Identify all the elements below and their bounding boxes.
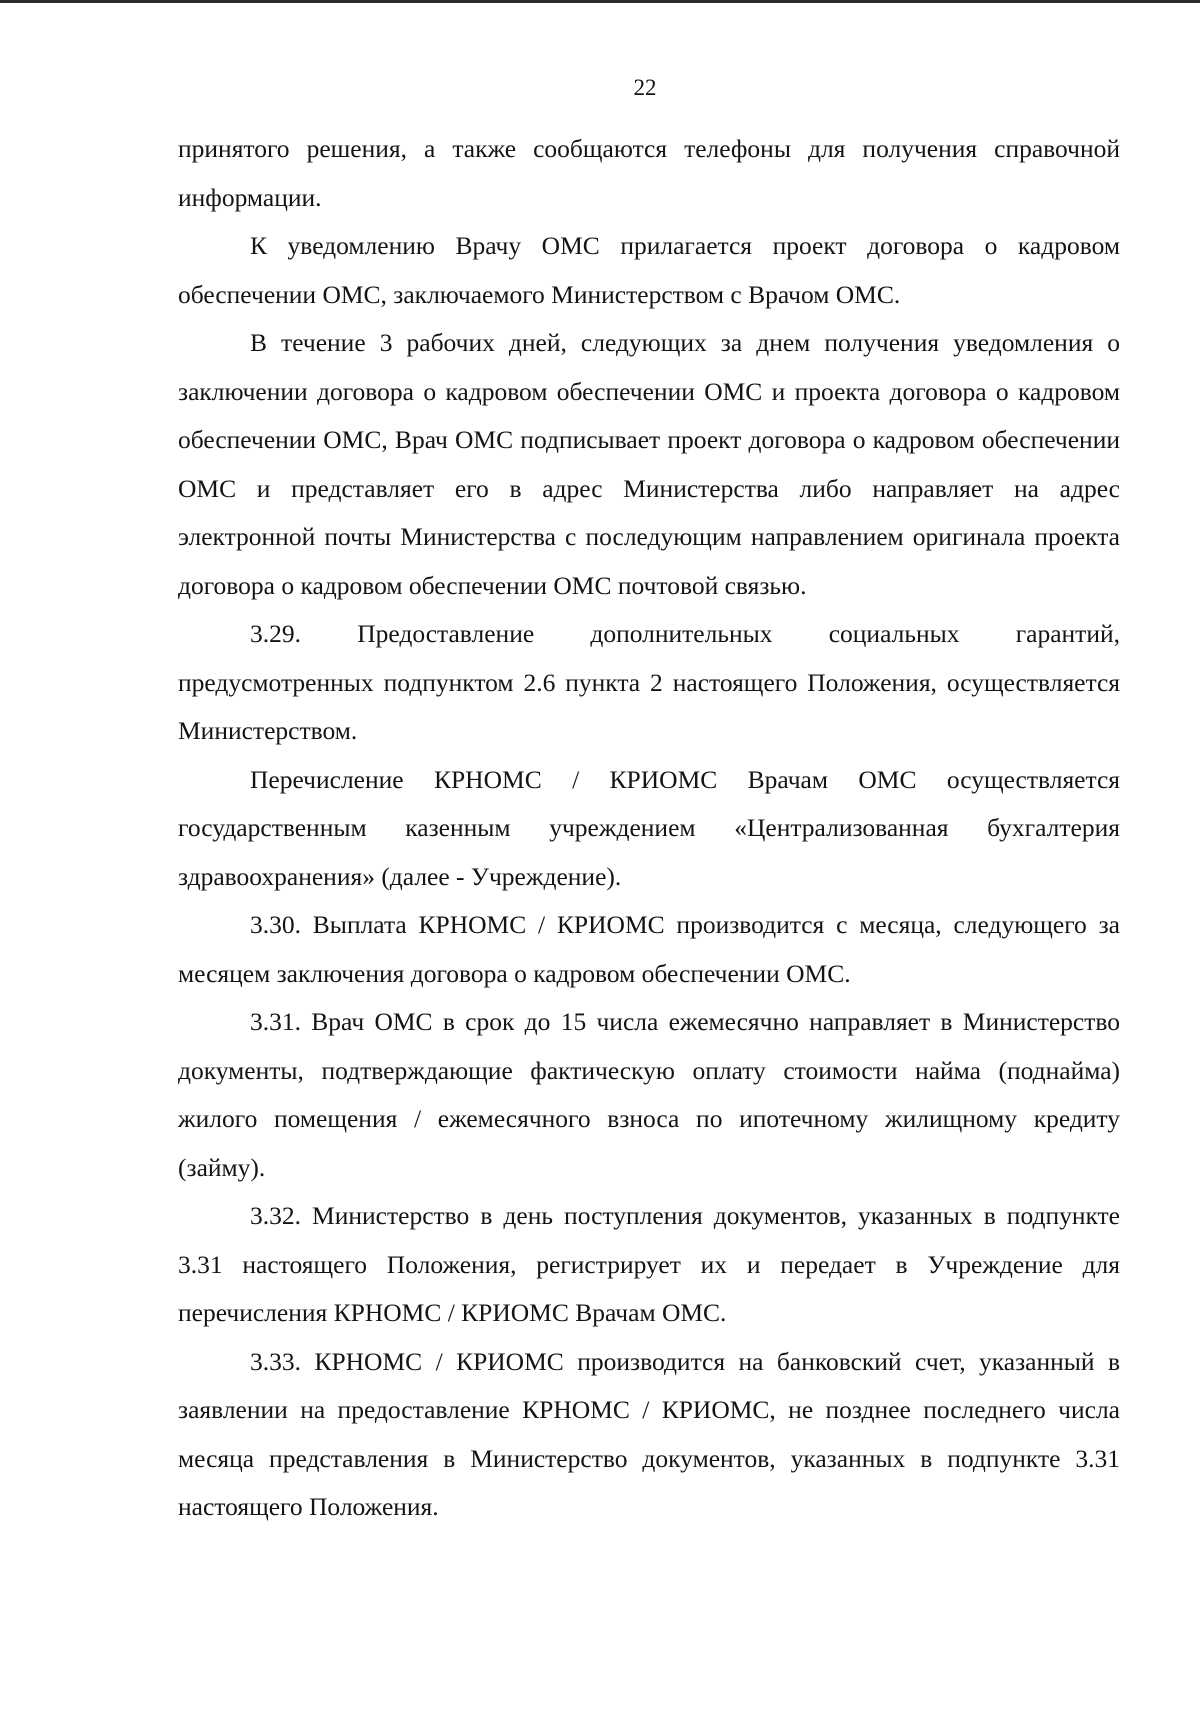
paragraph-3-33: 3.33. КРНОМС / КРИОМС производится на банковский счет, указанный в заявлении на предоставление КРНОМС / КРИОМС, не позднее последнего числа месяца представления в Министерство документов, указанных в подпункте 3.31 настоящего Положения. <box>178 1346 1120 1521</box>
paragraph-transfer-institution: Перечисление КРНОМС / КРИОМС Врачам ОМС осуществляется государственным казенным учреждением «Централизованная бухгалтерия здравоохранения» (далее - Учреждение). <box>178 764 1120 891</box>
paragraph-notification-attachment: К уведомлению Врачу ОМС прилагается проект договора о кадровом обеспечении ОМС, заключаемого Министерством с Врачом ОМС. <box>178 231 1120 309</box>
document-body <box>178 125 1120 1532</box>
paragraph-3-29: 3.29. Предоставление дополнительных социальных гарантий, предусмотренных подпунктом 2.6 пункта 2 настоящего Положения, осуществляется Министерством. <box>178 619 1120 745</box>
paragraph-signing-deadline: В течение 3 рабочих дней, следующих за днем получения уведомления о заключении договора о кадровом обеспечении ОМС и проекта договора о кадровом обеспечении ОМС, Врач ОМС подписывает проект договора о кадровом обеспечении ОМС и представляет его в адрес Министерства либо направляет на адрес электронной почты Министерства с последующим направлением оригинала проекта договора о кадровом обеспечении ОМС почтовой связью. <box>178 328 1120 600</box>
page-number: 22 <box>633 75 657 100</box>
paragraph-3-32: 3.32. Министерство в день поступления документов, указанных в подпункте 3.31 настоящего Положения, регистрирует их и передает в Учреждение для перечисления КРНОМС / КРИОМС Врачам ОМС. <box>178 1201 1120 1327</box>
paragraph-continuation: принятого решения, а также сообщаются телефоны для получения справочной информации. <box>178 134 1120 212</box>
paragraph-3-30: 3.30. Выплата КРНОМС / КРИОМС производится с месяца, следующего за месяцем заключения договора о кадровом обеспечении ОМС. <box>178 910 1120 988</box>
top-border-line <box>0 0 1200 3</box>
paragraph-3-31: 3.31. Врач ОМС в срок до 15 числа ежемесячно направляет в Министерство документы, подтверждающие фактическую оплату стоимости найма (поднайма) жилого помещения / ежемесячного взноса по ипотечному жилищному кредиту (займу). <box>178 1007 1120 1182</box>
